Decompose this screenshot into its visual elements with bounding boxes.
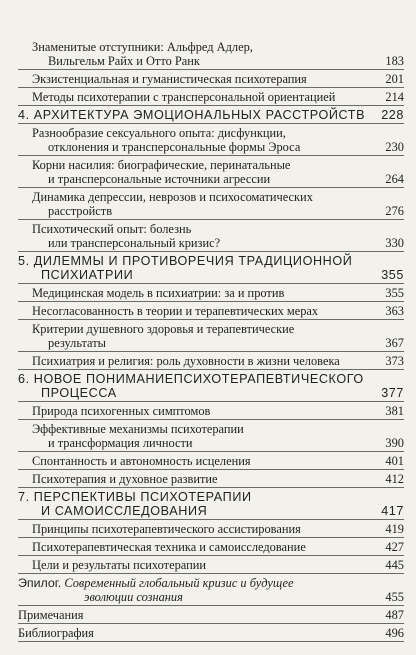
page-number: 183 — [385, 54, 404, 68]
epilogue-label: Эпилог. — [18, 576, 62, 590]
page-number: 201 — [385, 72, 404, 86]
entry-title: Экзистенциальная и гуманистическая психотерапия — [32, 72, 307, 86]
page-number: 401 — [385, 454, 404, 468]
page-number: 373 — [385, 354, 404, 368]
toc-entry[interactable] — [18, 38, 404, 70]
toc-entry[interactable] — [18, 452, 404, 470]
entry-title: Психиатрия и религия: роль духовности в жизни человека — [32, 354, 340, 368]
toc-entry[interactable] — [18, 402, 404, 420]
page-number: 355 — [381, 268, 404, 282]
chapter-title-cont: ПРОЦЕССА — [41, 386, 117, 400]
entry-title: Психотерапевтическая техника и самоисследование — [32, 540, 306, 554]
entry-title-cont: результаты — [48, 336, 106, 350]
toc-entry[interactable] — [18, 420, 404, 452]
toc-chapter[interactable] — [18, 106, 404, 124]
page-number: 496 — [385, 626, 404, 640]
page-number: 276 — [385, 204, 404, 218]
page-number: 367 — [385, 336, 404, 350]
entry-title: Несогласованность в теории и терапевтических мерах — [32, 304, 319, 318]
toc-entry[interactable] — [18, 220, 404, 252]
chapter-title: 5. ДИЛЕММЫ И ПРОТИВОРЕЧИЯ ТРАДИЦИОННОЙ — [18, 254, 353, 268]
toc-entry[interactable] — [18, 70, 404, 88]
entry-title-cont: или трансперсональный кризис? — [48, 236, 221, 250]
toc-entry[interactable] — [18, 124, 404, 156]
toc-chapter[interactable] — [18, 370, 404, 402]
toc-bibliography[interactable] — [18, 624, 404, 642]
toc-entry[interactable] — [18, 556, 404, 574]
chapter-title: 7. ПЕРСПЕКТИВЫ ПСИХОТЕРАПИИ — [18, 490, 252, 504]
page-number: 377 — [381, 386, 404, 400]
entry-title-cont: и трансформация личности — [48, 436, 193, 450]
toc-chapter[interactable] — [18, 252, 404, 284]
chapter-title: 4. АРХИТЕКТУРА ЭМОЦИОНАЛЬНЫХ РАССТРОЙСТВ — [18, 108, 366, 122]
entry-title: Цели и результаты психотерапии — [32, 558, 207, 572]
page-number: 445 — [385, 558, 404, 572]
entry-title: Корни насилия: биографические, перинатальные — [32, 158, 291, 172]
toc-entry[interactable] — [18, 188, 404, 220]
epilogue-title: Современный глобальный кризис и будущее — [64, 576, 294, 590]
entry-title-cont: Вильгельм Райх и Отто Ранк — [48, 54, 200, 68]
toc-entry[interactable] — [18, 538, 404, 556]
entry-title-cont: отклонения и трансперсональные формы Эроса — [48, 140, 301, 154]
entry-title: Критерии душевного здоровья и терапевтические — [32, 322, 295, 336]
page-number: 417 — [381, 504, 404, 518]
entry-title-cont: и трансперсональные источники агрессии — [48, 172, 271, 186]
entry-title: Эффективные механизмы психотерапии — [32, 422, 244, 436]
page-number: 419 — [385, 522, 404, 536]
page-number: 487 — [385, 608, 404, 622]
toc-entry[interactable] — [18, 302, 404, 320]
chapter-title-cont: ПСИХИАТРИИ — [41, 268, 134, 282]
toc-entry[interactable] — [18, 88, 404, 106]
page-number: 214 — [385, 90, 404, 104]
toc-entry[interactable] — [18, 320, 404, 352]
bibliography-title: Библиография — [18, 626, 94, 640]
page-number: 427 — [385, 540, 404, 554]
page-number: 455 — [385, 590, 404, 604]
entry-title: Природа психогенных симптомов — [32, 404, 211, 418]
page-number: 330 — [385, 236, 404, 250]
toc-entry[interactable] — [18, 470, 404, 488]
toc-chapter[interactable] — [18, 488, 404, 520]
entry-title: Знаменитые отступники: Альфред Адлер, — [32, 40, 253, 54]
entry-title: Принципы психотерапевтического ассистирования — [32, 522, 301, 536]
epilogue-line — [18, 576, 374, 590]
entry-title: Психотерапия и духовное развитие — [32, 472, 218, 486]
entry-title: Психотический опыт: болезнь — [32, 222, 192, 236]
toc-entry[interactable] — [18, 352, 404, 370]
entry-title: Спонтанность и автономность исцеления — [32, 454, 251, 468]
page-number: 363 — [385, 304, 404, 318]
entry-title: Медицинская модель в психиатрии: за и против — [32, 286, 285, 300]
chapter-title: 6. НОВОЕ ПОНИМАНИЕПСИХОТЕРАПЕВТИЧЕСКОГО — [18, 372, 364, 386]
toc-epilogue[interactable] — [18, 574, 404, 606]
toc-entry[interactable] — [18, 284, 404, 302]
table-of-contents — [18, 38, 404, 642]
page-number: 412 — [385, 472, 404, 486]
entry-title-cont: расстройств — [48, 204, 113, 218]
notes-title: Примечания — [18, 608, 84, 622]
toc-notes[interactable] — [18, 606, 404, 624]
entry-title: Разнообразие сексуального опыта: дисфункции, — [32, 126, 286, 140]
page-number: 390 — [385, 436, 404, 450]
chapter-title-cont: И САМОИССЛЕДОВАНИЯ — [41, 504, 208, 518]
page-number: 264 — [385, 172, 404, 186]
entry-title: Методы психотерапии с трансперсональной ориентацией — [32, 90, 336, 104]
page-number: 228 — [381, 108, 404, 122]
toc-entry[interactable] — [18, 156, 404, 188]
entry-title: Динамика депрессии, неврозов и психосоматических — [32, 190, 313, 204]
page-number: 381 — [385, 404, 404, 418]
epilogue-title-cont: эволюции сознания — [84, 590, 183, 604]
page-number: 355 — [385, 286, 404, 300]
toc-entry[interactable] — [18, 520, 404, 538]
page-number: 230 — [385, 140, 404, 154]
